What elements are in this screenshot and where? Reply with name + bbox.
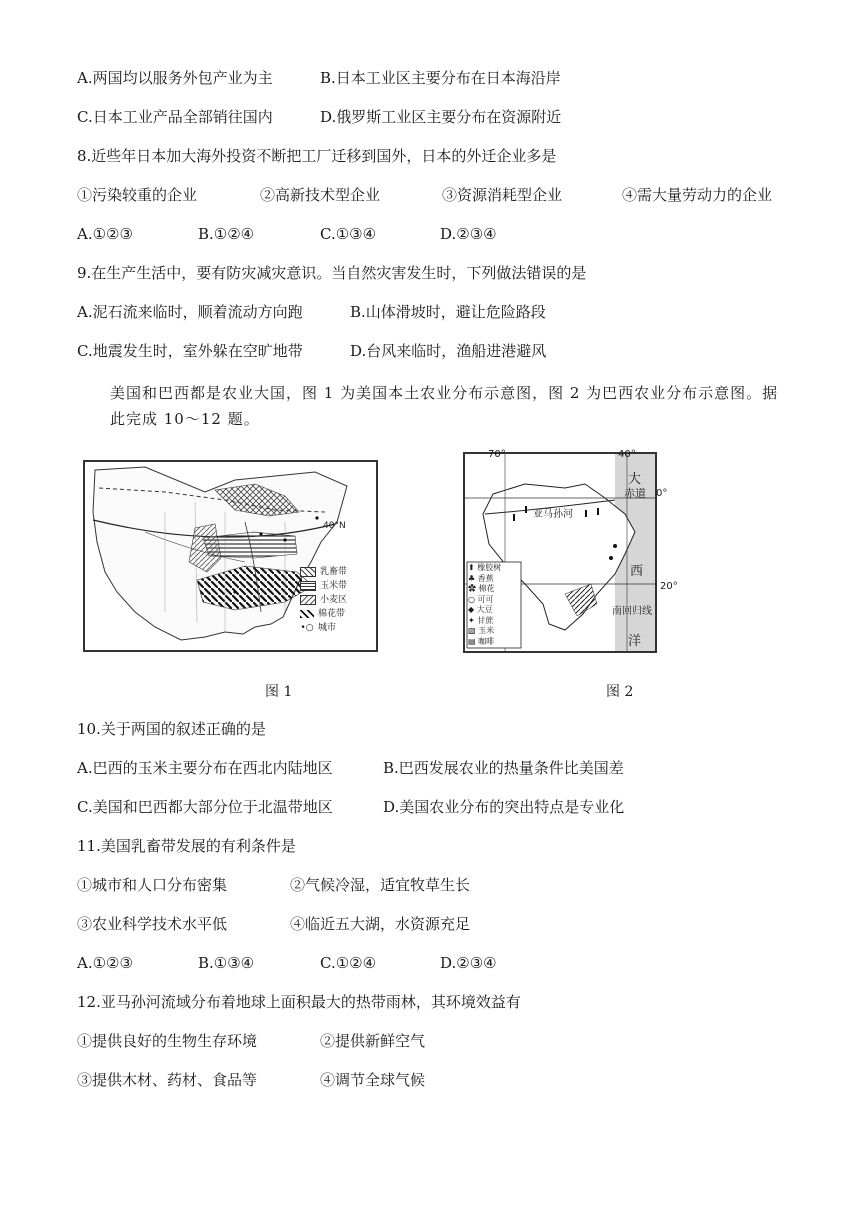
q7-option-a: A.两国均以服务外包产业为主	[77, 69, 273, 87]
q11-item-2: ②气候冷湿，适宜牧草生长	[290, 876, 471, 894]
legend-wheat: 小麦区	[320, 595, 348, 605]
q11-option-a: A.①②③	[77, 954, 133, 972]
lon-40-label: 40°	[618, 449, 636, 460]
q12-stem: 12.亚马孙河流域分布着地球上面积最大的热带雨林，其环境效益有	[77, 993, 521, 1011]
q10-option-a: A.巴西的玉米主要分布在西北内陆地区	[77, 759, 333, 777]
q8-item-4: ④需大量劳动力的企业	[622, 186, 773, 204]
q9-stem: 9.在生产生活中，要有防灾减灾意识。当自然灾害发生时，下列做法错误的是	[77, 264, 587, 282]
ocean-label-3: 洋	[628, 634, 642, 649]
legend-city: 城市	[318, 623, 337, 633]
q11-option-d: D.②③④	[440, 954, 497, 972]
q12-item-1: ①提供良好的生物生存环境	[77, 1032, 258, 1050]
q10-option-d: D.美国农业分布的突出特点是专业化	[383, 798, 625, 816]
lat-0-label: 0°	[656, 488, 668, 499]
q11-stem: 11.美国乳畜带发展的有利条件是	[77, 837, 296, 855]
q8-option-d: D.②③④	[440, 225, 497, 243]
legend-corn: 玉米带	[320, 581, 348, 591]
q9-option-d: D.台风来临时，渔船进港避风	[350, 342, 547, 360]
tropic-label: 南回归线	[612, 606, 652, 617]
q9-option-b: B.山体滑坡时，避让危险路段	[350, 303, 546, 321]
q12-item-3: ③提供木材、药材、食品等	[77, 1071, 258, 1089]
legend-soybean: 大豆	[476, 605, 493, 614]
q10-option-b: B.巴西发展农业的热量条件比美国差	[383, 759, 624, 777]
q10-option-c: C.美国和巴西都大部分位于北温带地区	[77, 798, 333, 816]
q8-stem: 8.近些年日本加大海外投资不断把工厂迁移到国外，日本的外迁企业多是	[77, 147, 557, 165]
figure-1-caption: 图 1	[265, 684, 293, 700]
q12-item-2: ②提供新鲜空气	[320, 1032, 426, 1050]
q7-option-d: D.俄罗斯工业区主要分布在资源附近	[320, 108, 562, 126]
equator-label: 赤道	[624, 487, 646, 500]
section-intro: 美国和巴西都是农业大国，图 1 为美国本土农业分布示意图，图 2 为巴西农业分布示意图。据此完成 10～12 题。	[110, 384, 779, 428]
legend-cotton-br: 棉花	[478, 584, 495, 593]
q12-item-4: ④调节全球气候	[320, 1071, 426, 1089]
q8-option-b: B.①②④	[198, 225, 255, 243]
legend-dairy: 乳畜带	[320, 567, 348, 577]
q8-option-c: C.①③④	[320, 225, 377, 243]
q11-item-1: ①城市和人口分布密集	[77, 876, 228, 894]
q7-option-b: B.日本工业区主要分布在日本海沿岸	[320, 69, 561, 87]
legend-cocoa: 可可	[477, 594, 494, 604]
legend-banana: 香蕉	[477, 573, 494, 583]
q11-option-b: B.①③④	[198, 954, 255, 972]
legend-corn-br: 玉米	[478, 626, 495, 635]
q8-item-3: ③资源消耗型企业	[442, 186, 563, 204]
ocean-label-1: 大	[628, 472, 642, 487]
q11-item-3: ③农业科学技术水平低	[77, 915, 228, 933]
q8-option-a: A.①②③	[77, 225, 133, 243]
legend-sugarcane: 甘蔗	[477, 615, 494, 625]
q9-option-a: A.泥石流来临时，顺着流动方向跑	[77, 303, 303, 321]
q10-stem: 10.关于两国的叙述正确的是	[77, 720, 266, 738]
legend-coffee: 咖啡	[478, 636, 495, 646]
q11-option-c: C.①②④	[320, 954, 377, 972]
ocean-label-2: 西	[630, 564, 644, 579]
amazon-river-label: 亚马孙河	[533, 509, 573, 520]
q7-option-c: C.日本工业产品全部销往国内	[77, 108, 273, 126]
q8-item-1: ①污染较重的企业	[77, 186, 198, 204]
figure-2-caption: 图 2	[606, 684, 634, 700]
legend-cotton: 棉花带	[318, 609, 346, 619]
q9-option-c: C.地震发生时，室外躲在空旷地带	[77, 342, 303, 360]
lat-40n-label: 40°N	[323, 521, 346, 531]
figure-2-legend-text: ⬆ 橡胶树 ♣ 香蕉 ✿ 棉花 ○ 可可 ◆ 大豆 ✦ 甘蔗 ▧ 玉米 ▤ 咖啡	[468, 563, 502, 646]
lon-70-label: 70°	[488, 449, 506, 460]
figure-1-legend-text: 乳畜带 玉米带 小麦区 棉花带 •○ 城市	[300, 567, 348, 633]
legend-rubber: 橡胶树	[477, 563, 502, 572]
q8-item-2: ②高新技术型企业	[260, 186, 381, 204]
lat-20-label: 20°	[660, 581, 678, 592]
q11-item-4: ④临近五大湖，水资源充足	[290, 915, 471, 933]
